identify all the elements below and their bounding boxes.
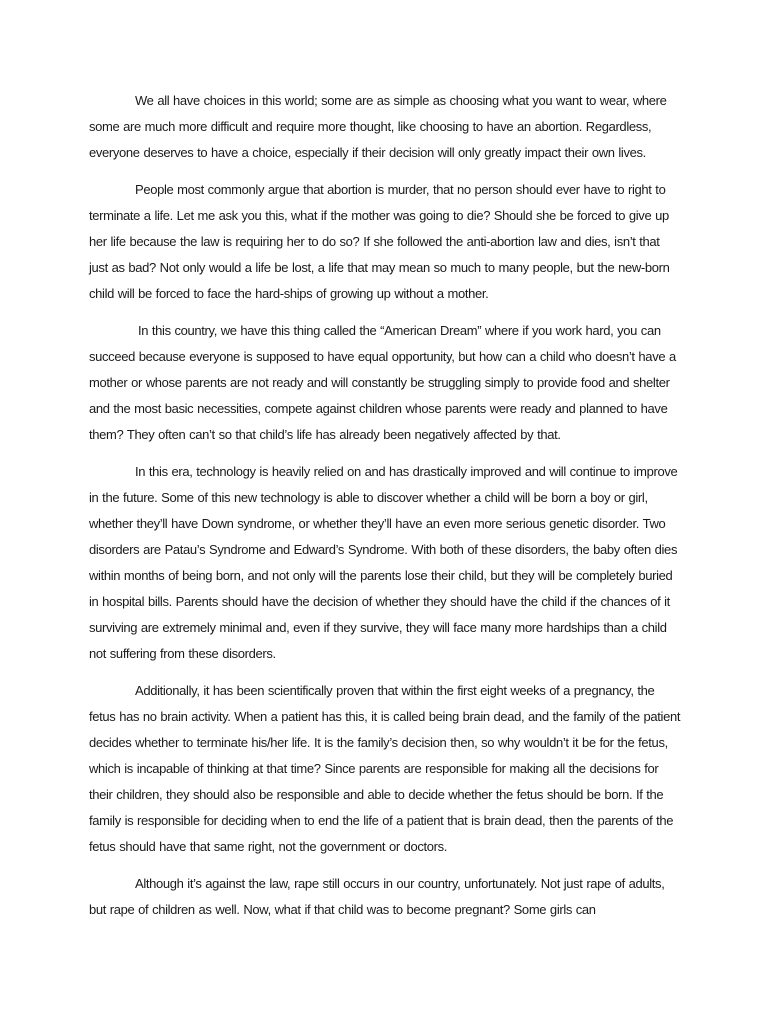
paragraph-choices: We all have choices in this world; some are as simple as choosing what you want to wear, where some are much more difficult and require more thought, like choosing to have an abortion. Regardless, everyone deserves to have a choice, especially if their decision will only greatly impact their own lives. bbox=[89, 93, 667, 160]
paragraph-murder-argument: People most commonly argue that abortion is murder, that no person should ever have to right to terminate a life. Let me ask you this, what if the mother was going to die? Should she be forced to give up her life because the law is requiring her to do so? If she followed the anti-abortion law and dies, isn’t that just as bad? Not only would a life be lost, a life that may mean so much to many people, but the new-born child will be forced to face the hard-ships of growing up without a mother. bbox=[89, 182, 670, 301]
paragraph-rape: Although it’s against the law, rape still occurs in our country, unfortunately. Not just rape of adults, but rape of children as well. Now, what if that child was to become pregnant? Some girls can bbox=[89, 876, 665, 917]
document-body bbox=[89, 88, 681, 934]
paragraph-brain-activity: Additionally, it has been scientifically proven that within the first eight weeks of a pregnancy, the fetus has no brain activity. When a patient has this, it is called being brain dead, and the family of the patient decides whether to terminate his/her life. It is the family’s decision then, so why wouldn’t it be for the fetus, which is incapable of thinking at that time? Since parents are responsible for making all the decisions for their children, they should also be responsible and able to decide whether the fetus should be born. If the family is responsible for deciding when to end the life of a patient that is brain dead, then the parents of the fetus should have that same right, not the government or doctors. bbox=[89, 683, 681, 854]
paragraph-american-dream: In this country, we have this thing called the “American Dream” where if you work hard, you can succeed because everyone is supposed to have equal opportunity, but how can a child who doesn’t have a mother or whose parents are not ready and will constantly be struggling simply to provide food and shelter and the most basic necessities, compete against children whose parents were ready and planned to have them? They often can’t so that child’s life has already been negatively affected by that. bbox=[89, 323, 676, 442]
paragraph-technology: In this era, technology is heavily relied on and has drastically improved and will continue to improve in the future. Some of this new technology is able to discover whether a child will be born a boy or girl, whether they’ll have Down syndrome, or whether they’ll have an even more serious genetic disorder. Two disorders are Patau’s Syndrome and Edward’s Syndrome. With both of these disorders, the baby often dies within months of being born, and not only will the parents lose their child, but they will be completely buried in hospital bills. Parents should have the decision of whether they should have the child if the chances of it surviving are extremely minimal and, even if they survive, they will face many more hardships than a child not suffering from these disorders. bbox=[89, 464, 678, 661]
